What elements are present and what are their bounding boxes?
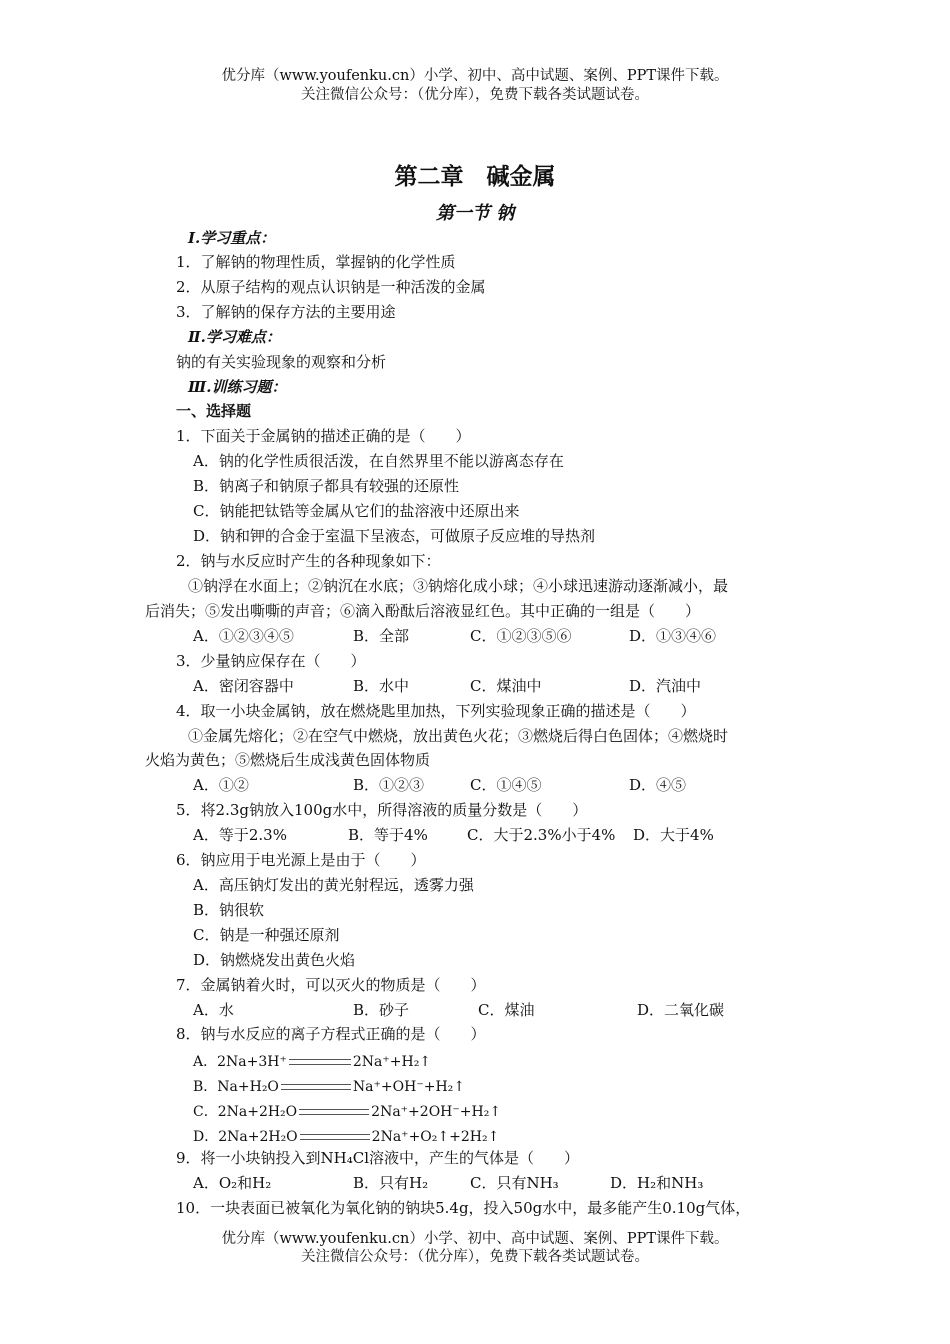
q2-option-a: A．①②③④⑤ [193, 627, 294, 645]
q2-stem: 2．钠与水反应时产生的各种现象如下： [176, 552, 441, 570]
q7-option-b: B．砂子 [353, 1001, 410, 1019]
q4-line-1: ①金属先熔化；②在空气中燃烧，放出黄色火花；③燃烧后得白色固体；④燃烧时 [188, 727, 729, 745]
q7-option-a: A．水 [193, 1001, 234, 1019]
q1-option-d: D．钠和钾的合金于室温下呈液态，可做原子反应堆的导热剂 [193, 527, 596, 545]
q4-stem: 4．取一小块金属钠，放在燃烧匙里加热，下列实验现象正确的描述是（ ） [176, 702, 696, 720]
exercise-heading: Ⅲ.训练习题： [188, 378, 287, 396]
chapter-title: 第二章 碱金属 [394, 163, 556, 190]
q8-a-products: 2Na⁺+H₂↑ [352, 1054, 432, 1070]
q2-line-2: 后消失；⑤发出嘶嘶的声音；⑥滴入酚酞后溶液显红色。其中正确的一组是（ ） [145, 602, 701, 620]
q5-option-d: D．大于4% [633, 826, 714, 844]
key-points-heading: Ⅰ.学习重点： [188, 229, 276, 247]
q7-stem: 7．金属钠着火时，可以灭火的物质是（ ） [176, 976, 486, 994]
q4-option-a: A．①② [193, 776, 249, 794]
q9-option-c: C．只有NH₃ [470, 1174, 559, 1192]
q5-option-c: C．大于2.3%小于4% [467, 826, 616, 844]
equals-sign-icon [299, 1109, 369, 1115]
q4-option-d: D．④⑤ [629, 776, 687, 794]
q10-stem: 10．一块表面已被氧化为氧化钠的钠块5.4g，投入50g水中，最多能产生0.10g气体， [176, 1199, 751, 1217]
key-point-1: 1．了解钠的物理性质，掌握钠的化学性质 [176, 253, 456, 271]
q3-option-a: A．密闭容器中 [193, 677, 294, 695]
q8-d-products: 2Na⁺+O₂↑+2H₂↑ [371, 1129, 500, 1145]
q8-option-d [193, 1127, 499, 1147]
choice-heading: 一、选择题 [176, 402, 252, 420]
q3-option-d: D．汽油中 [629, 677, 702, 695]
footer-line-2: 关注微信公众号：（优分库），免费下载各类试题试卷。 [301, 1249, 649, 1265]
q2-option-b: B．全部 [353, 627, 410, 645]
q8-c-reactants: C．2Na+2H₂O [193, 1104, 298, 1120]
q4-line-2: 火焰为黄色；⑤燃烧后生成浅黄色固体物质 [145, 751, 431, 769]
q8-b-products: Na⁺+OH⁻+H₂↑ [352, 1079, 465, 1095]
q3-option-c: C．煤油中 [470, 677, 542, 695]
equals-sign-icon [300, 1134, 370, 1140]
equals-sign-icon [281, 1084, 351, 1090]
q9-stem: 9．将一小块钠投入到NH₄Cl溶液中，产生的气体是（ ） [176, 1149, 580, 1167]
difficulty-text: 钠的有关实验现象的观察和分析 [176, 353, 387, 371]
q8-a-reactants: A．2Na+3H⁺ [193, 1054, 287, 1070]
q8-b-reactants: B．Na+H₂O [193, 1079, 279, 1095]
q9-option-b: B．只有H₂ [353, 1174, 429, 1192]
q3-option-b: B．水中 [353, 677, 410, 695]
q2-line-1: ①钠浮在水面上；②钠沉在水底；③钠熔化成小球；④小球迅速游动逐渐减小，最 [188, 577, 729, 595]
q6-stem: 6．钠应用于电光源上是由于（ ） [176, 851, 426, 869]
q2-option-d: D．①③④⑥ [629, 627, 717, 645]
q8-d-reactants: D．2Na+2H₂O [193, 1129, 298, 1145]
q8-option-b [193, 1077, 465, 1097]
q6-option-a: A．高压钠灯发出的黄光射程远，透雾力强 [193, 876, 474, 894]
equals-sign-icon [289, 1059, 351, 1065]
q8-option-a [193, 1052, 431, 1072]
q8-stem: 8．钠与水反应的离子方程式正确的是（ ） [176, 1025, 486, 1043]
q7-option-d: D．二氧化碳 [637, 1001, 725, 1019]
q9-option-a: A．O₂和H₂ [193, 1174, 272, 1192]
q4-option-c: C．①④⑤ [470, 776, 542, 794]
q1-option-b: B．钠离子和钠原子都具有较强的还原性 [193, 477, 460, 495]
q3-stem: 3．少量钠应保存在（ ） [176, 652, 366, 670]
q9-option-d: D．H₂和NH₃ [610, 1174, 704, 1192]
section-title: 第一节 钠 [435, 203, 515, 224]
q5-option-a: A．等于2.3% [193, 826, 287, 844]
q8-c-products: 2Na⁺+2OH⁻+H₂↑ [371, 1104, 502, 1120]
footer-line-1: 优分库（www.youfenku.cn）小学、初中、高中试题、案例、PPT课件下载。 [221, 1231, 729, 1247]
q7-option-c: C．煤油 [478, 1001, 535, 1019]
q1-option-c: C．钠能把钛锆等金属从它们的盐溶液中还原出来 [193, 502, 520, 520]
q1-stem: 1．下面关于金属钠的描述正确的是（ ） [176, 427, 471, 445]
q4-option-b: B．①②③ [353, 776, 425, 794]
q5-option-b: B．等于4% [348, 826, 428, 844]
key-point-3: 3．了解钠的保存方法的主要用途 [176, 303, 396, 321]
q6-option-d: D．钠燃烧发出黄色火焰 [193, 951, 356, 969]
header-line-2: 关注微信公众号：（优分库），免费下载各类试题试卷。 [301, 87, 649, 103]
key-point-2: 2．从原子结构的观点认识钠是一种活泼的金属 [176, 278, 486, 296]
q8-option-c [193, 1102, 501, 1122]
q1-option-a: A．钠的化学性质很活泼，在自然界里不能以游离态存在 [193, 452, 564, 470]
difficulty-heading: Ⅱ.学习难点： [188, 328, 281, 346]
header-line-1: 优分库（www.youfenku.cn）小学、初中、高中试题、案例、PPT课件下载。 [221, 68, 729, 84]
q6-option-c: C．钠是一种强还原剂 [193, 926, 340, 944]
q2-option-c: C．①②③⑤⑥ [470, 627, 572, 645]
q6-option-b: B．钠很软 [193, 901, 265, 919]
q5-stem: 5．将2.3g钠放入100g水中，所得溶液的质量分数是（ ） [176, 801, 588, 819]
